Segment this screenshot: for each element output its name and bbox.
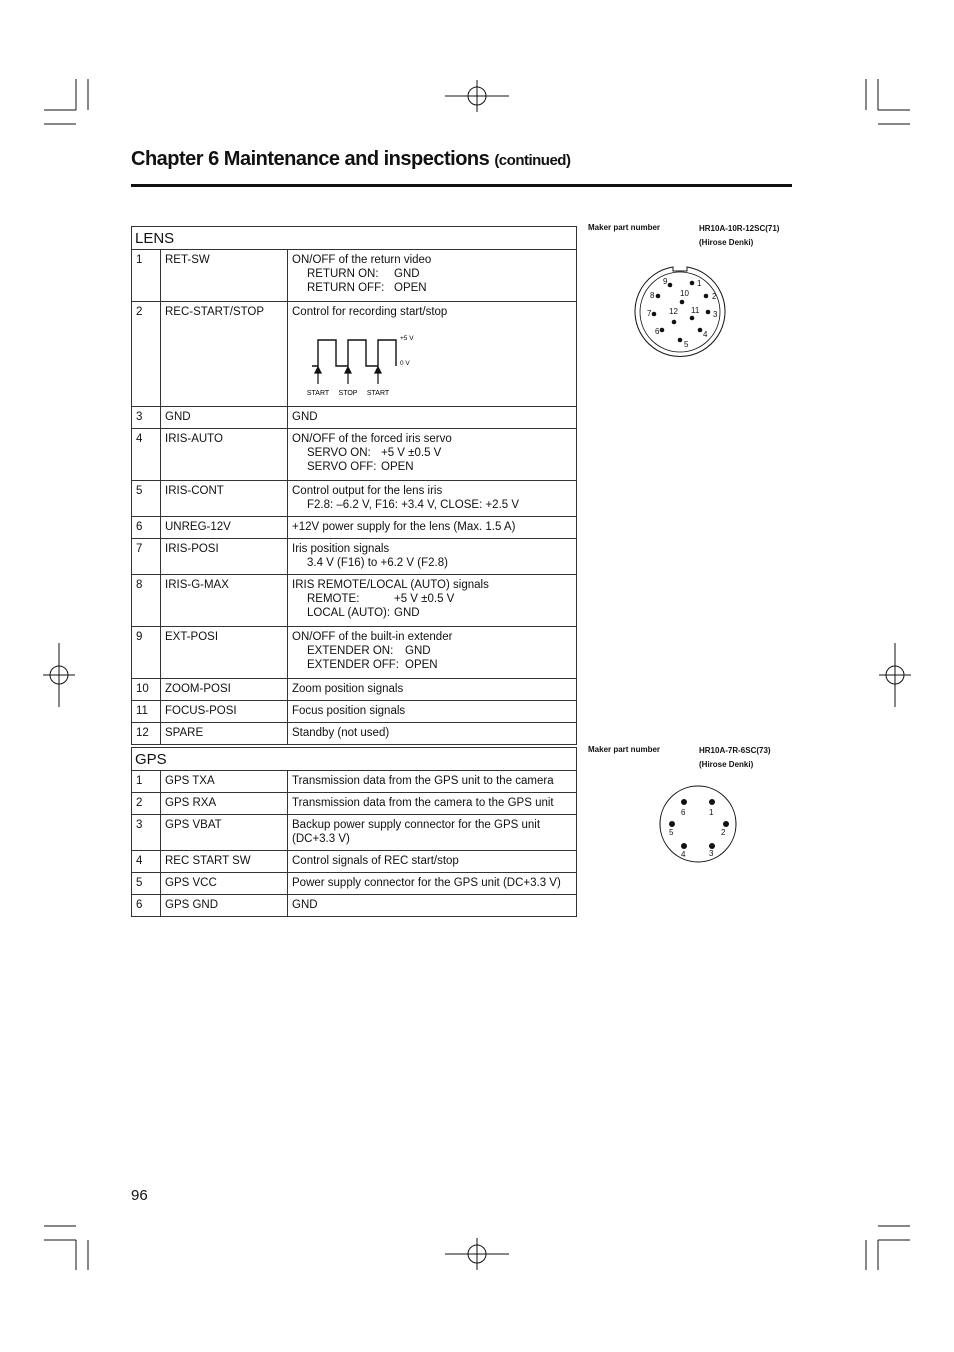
- pin-number: 6: [132, 895, 161, 917]
- pin-number: 5: [132, 873, 161, 895]
- pin-label: 1: [697, 279, 702, 288]
- signal-description: Control signals of REC start/stop: [288, 851, 577, 873]
- state-value: GND: [405, 645, 431, 657]
- pin-number: 2: [132, 302, 161, 407]
- pin-label: 10: [680, 289, 689, 298]
- pin-number: 1: [132, 771, 161, 793]
- signal-name: GPS VBAT: [161, 815, 288, 851]
- maker-part-number: [699, 222, 779, 250]
- low-level-label: 0 V: [400, 360, 410, 367]
- signal-name: REC-START/STOP: [161, 302, 288, 407]
- signal-description: Focus position signals: [288, 701, 577, 723]
- maker-name: (Hirose Denki): [699, 238, 754, 247]
- signal-name: IRIS-POSI: [161, 539, 288, 575]
- pin-label: 6: [681, 808, 686, 817]
- signal-name: GPS VCC: [161, 873, 288, 895]
- pin-number: 4: [132, 429, 161, 481]
- continued-label: (continued): [494, 152, 571, 169]
- signal-name: EXT-POSI: [161, 627, 288, 679]
- description-text: IRIS REMOTE/LOCAL (AUTO) signals: [292, 579, 489, 591]
- signal-name: IRIS-G-MAX: [161, 575, 288, 627]
- state-label: RETURN OFF:: [307, 282, 385, 294]
- maker-label: Maker part number: [588, 223, 661, 232]
- table-row: [132, 679, 577, 701]
- state-label: SERVO OFF:: [307, 461, 377, 473]
- signal-description: Transmission data from the GPS unit to the camera: [288, 771, 577, 793]
- signal-name: REC START SW: [161, 851, 288, 873]
- maker-label: Maker part number: [588, 745, 661, 754]
- table-row: [132, 851, 577, 873]
- state-label: SERVO ON:: [307, 447, 371, 459]
- pin-number: 3: [132, 815, 161, 851]
- pin-number: 12: [132, 723, 161, 745]
- state-value: GND: [394, 607, 420, 619]
- signal-description: GND: [288, 407, 577, 429]
- signal-description: +12V power supply for the lens (Max. 1.5 A): [288, 517, 577, 539]
- table-row: [132, 407, 577, 429]
- page-number: 96: [131, 1187, 148, 1204]
- state-label: RETURN ON:: [307, 268, 379, 280]
- state-value: OPEN: [394, 282, 427, 294]
- maker-part-number: [699, 744, 771, 772]
- description-text: Control for recording start/stop: [292, 306, 448, 318]
- pin-number: 11: [132, 701, 161, 723]
- state-label: EXTENDER ON:: [307, 645, 394, 657]
- part-number: HR10A-10R-12SC(71): [699, 224, 780, 233]
- signal-name: SPARE: [161, 723, 288, 745]
- signal-name: GPS GND: [161, 895, 288, 917]
- table-row: [132, 701, 577, 723]
- description-detail: F2.8: –6.2 V, F16: +3.4 V, CLOSE: +2.5 V: [307, 499, 520, 511]
- pin-label: 8: [650, 291, 655, 300]
- part-number: HR10A-7R-6SC(73): [699, 746, 771, 755]
- pin-label: 4: [703, 330, 708, 339]
- table-row: [132, 481, 577, 517]
- pin-number: 4: [132, 851, 161, 873]
- pin-number: 2: [132, 793, 161, 815]
- signal-name: GPS RXA: [161, 793, 288, 815]
- high-level-label: +5 V: [400, 335, 414, 342]
- arrow-label-start: START: [366, 390, 390, 397]
- state-label: REMOTE:: [307, 593, 360, 605]
- pin-label: 3: [709, 849, 714, 858]
- pin-number: 8: [132, 575, 161, 627]
- signal-name: GND: [161, 407, 288, 429]
- arrow-label-start: START: [306, 390, 330, 397]
- rec-start-stop-waveform: [292, 322, 442, 386]
- table-row: [132, 793, 577, 815]
- signal-description: Backup power supply connector for the GPS unit (DC+3.3 V): [288, 815, 577, 851]
- signal-name: RET-SW: [161, 250, 288, 302]
- waveform-arrow-labels: [292, 386, 442, 398]
- pin-number: 7: [132, 539, 161, 575]
- signal-name: IRIS-CONT: [161, 481, 288, 517]
- signal-description: [288, 481, 577, 517]
- arrow-label-stop: STOP: [338, 390, 358, 397]
- description-text: Control output for the lens iris: [292, 485, 443, 497]
- description-text: ON/OFF of the forced iris servo: [292, 433, 452, 445]
- state-value: +5 V ±0.5 V: [394, 593, 455, 605]
- pin-number: 10: [132, 679, 161, 701]
- table-row: [132, 771, 577, 793]
- signal-description: [288, 627, 577, 679]
- table-row: [132, 302, 577, 407]
- state-label: LOCAL (AUTO):: [307, 607, 391, 619]
- table-row: [132, 895, 577, 917]
- state-value: OPEN: [405, 659, 438, 671]
- signal-name: GPS TXA: [161, 771, 288, 793]
- description-text: ON/OFF of the built-in extender: [292, 631, 453, 643]
- gps-connector-diagram: [656, 784, 740, 868]
- gps-table-heading: GPS: [132, 748, 577, 771]
- gps-pin-table: [131, 747, 577, 917]
- table-row: [132, 723, 577, 745]
- table-row: [132, 429, 577, 481]
- signal-description: [288, 539, 577, 575]
- description-detail: 3.4 V (F16) to +6.2 V (F2.8): [307, 557, 448, 569]
- pin-number: 5: [132, 481, 161, 517]
- pin-number: 1: [132, 250, 161, 302]
- table-row: [132, 517, 577, 539]
- table-row: [132, 815, 577, 851]
- signal-name: IRIS-AUTO: [161, 429, 288, 481]
- description-text: Iris position signals: [292, 543, 390, 555]
- signal-description: [288, 302, 577, 407]
- signal-description: [288, 250, 577, 302]
- page-title: [131, 148, 570, 171]
- pin-label: 11: [691, 306, 700, 315]
- arrow-up-icon: [315, 367, 321, 373]
- pin-number: 3: [132, 407, 161, 429]
- signal-description: Power supply connector for the GPS unit (DC+3.3 V): [288, 873, 577, 895]
- signal-description: Zoom position signals: [288, 679, 577, 701]
- table-row: [132, 627, 577, 679]
- signal-name: UNREG-12V: [161, 517, 288, 539]
- pin-label: 6: [655, 327, 660, 336]
- state-label: EXTENDER OFF:: [307, 659, 400, 671]
- pin-number: 6: [132, 517, 161, 539]
- signal-description: Standby (not used): [288, 723, 577, 745]
- arrow-up-icon: [375, 367, 381, 373]
- table-row: [132, 250, 577, 302]
- lens-connector-diagram: [630, 262, 730, 362]
- title-rule: [131, 184, 792, 187]
- lens-pin-table: [131, 226, 577, 745]
- table-row: [132, 575, 577, 627]
- pin-label: 5: [669, 828, 674, 837]
- pin-label: 1: [709, 808, 714, 817]
- signal-description: [288, 429, 577, 481]
- state-value: GND: [394, 268, 420, 280]
- signal-description: [288, 575, 577, 627]
- table-row: [132, 873, 577, 895]
- pin-label: 7: [647, 309, 652, 318]
- table-row: [132, 539, 577, 575]
- pin-label: 12: [669, 307, 678, 316]
- signal-description: GND: [288, 895, 577, 917]
- pin-label: 5: [684, 340, 689, 349]
- pin-label: 2: [721, 828, 726, 837]
- arrow-up-icon: [345, 367, 351, 373]
- pin-label: 9: [663, 277, 668, 286]
- signal-description: Transmission data from the camera to the GPS unit: [288, 793, 577, 815]
- signal-name: FOCUS-POSI: [161, 701, 288, 723]
- maker-name: (Hirose Denki): [699, 760, 754, 769]
- description-text: ON/OFF of the return video: [292, 254, 432, 266]
- state-value: +5 V ±0.5 V: [381, 447, 442, 459]
- pin-label: 4: [681, 850, 686, 859]
- signal-name: ZOOM-POSI: [161, 679, 288, 701]
- pin-label: 3: [713, 310, 718, 319]
- pin-label: 2: [712, 292, 717, 301]
- pin-number: 9: [132, 627, 161, 679]
- state-value: OPEN: [381, 461, 414, 473]
- lens-table-heading: LENS: [132, 227, 577, 250]
- chapter-title: Chapter 6 Maintenance and inspections: [131, 148, 490, 170]
